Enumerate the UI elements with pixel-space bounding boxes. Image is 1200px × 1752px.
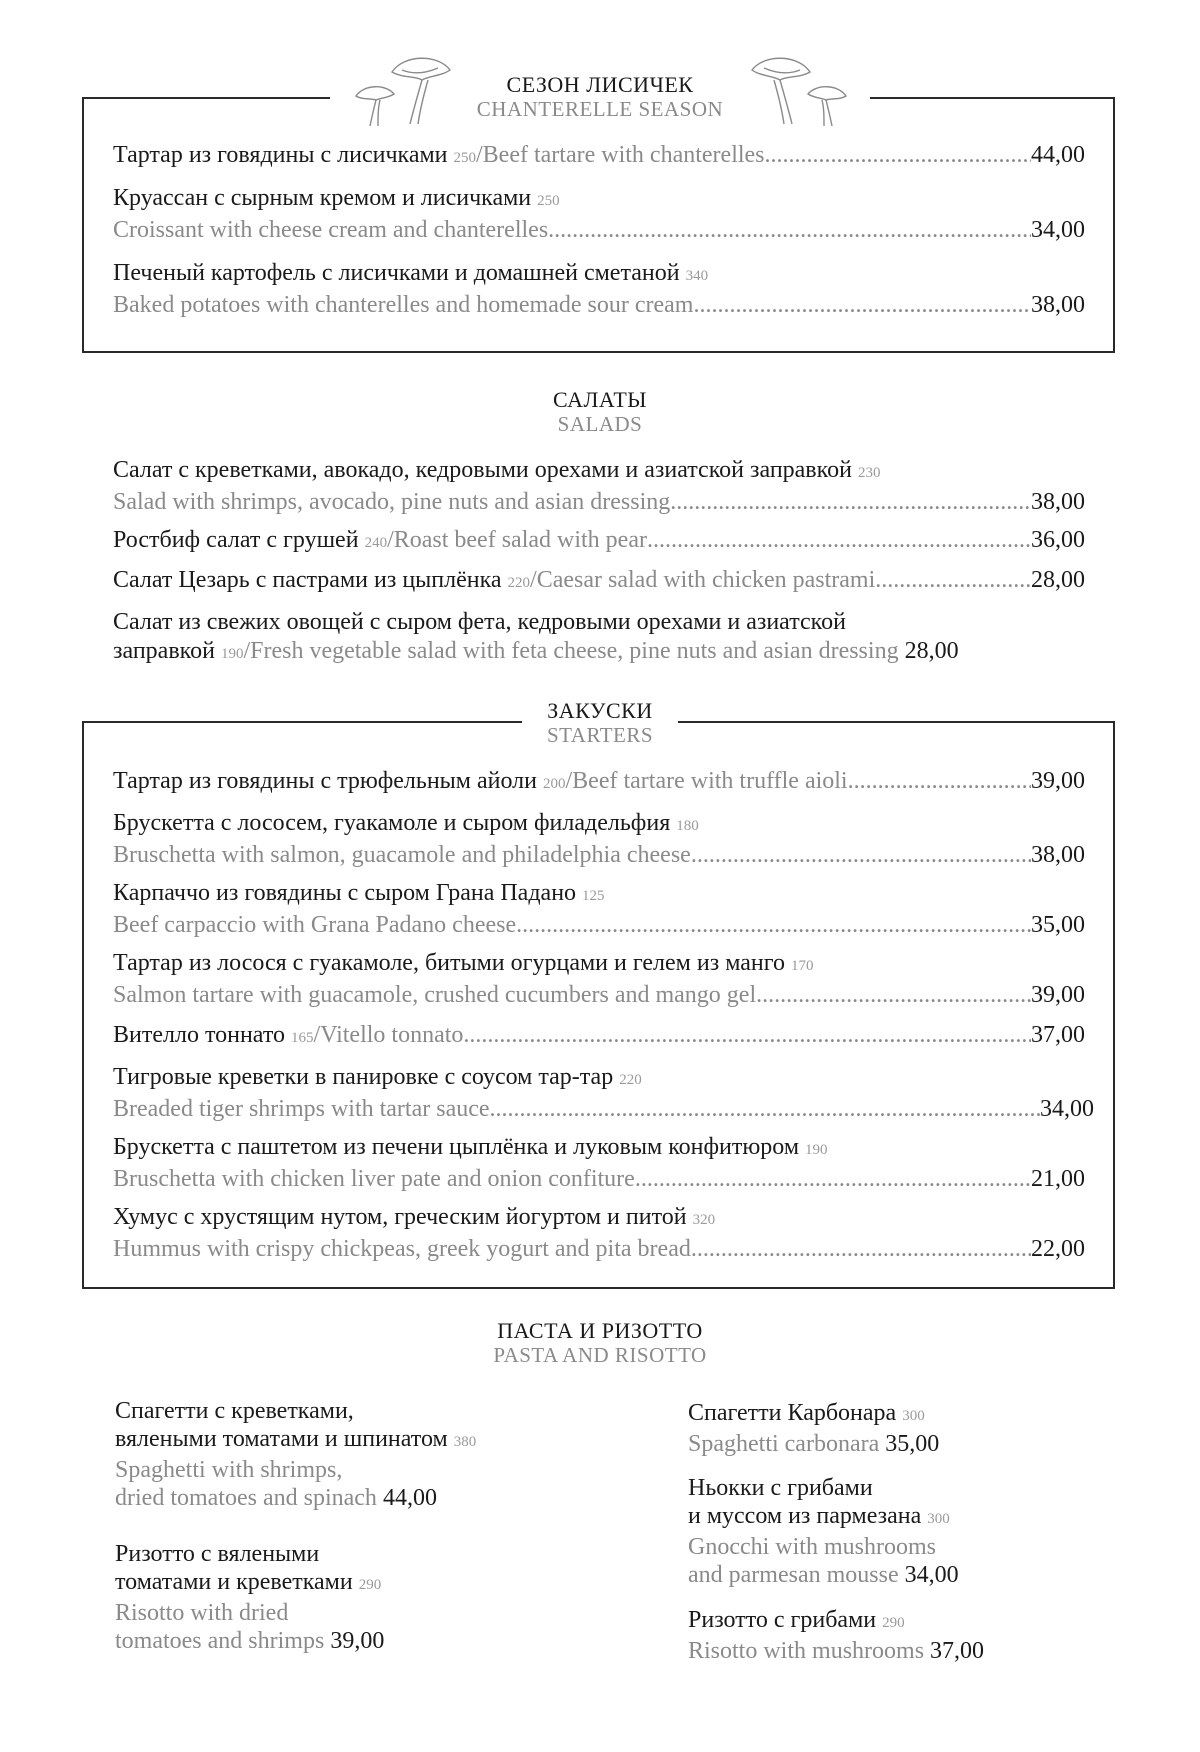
item-weight: 290 [358,1577,382,1593]
item-weight: 125 [582,888,605,904]
item-name-ru: Круассан с сырным кремом и лисичками [113,185,532,211]
item-name-en: Bruschetta with chicken liver pate and onion confiture [113,1166,635,1192]
item-separator: / [530,567,537,593]
section-title-en: SALADS [557,412,643,437]
menu-item [113,526,1085,558]
item-weight: 250 [537,193,560,209]
item-price: 39,00 [1031,982,1085,1008]
menu-item [113,767,1085,799]
item-name-ru: Салат Цезарь с пастрами из цыплёнка [113,567,502,593]
dot-leader [548,216,1031,245]
item-weight: 300 [902,1408,925,1424]
item-name-ru: Вителло тоннато [113,1022,286,1048]
menu-item [688,1474,959,1589]
item-name-en-cont: dried tomatoes and spinach [115,1485,377,1511]
item-weight: 180 [676,818,699,834]
menu-item [113,608,1085,669]
dot-leader [635,1165,1031,1194]
item-name-en: Salmon tartare with guacamole, crushed cucumbers and mango gel [113,982,757,1008]
item-weight: 380 [453,1434,477,1450]
item-name-en: Beef carpaccio with Grana Padano cheese [113,912,517,938]
item-separator: / [313,1022,321,1048]
menu-item [115,1397,476,1512]
menu-item [113,184,1085,245]
item-name-en-cont: and parmesan mousse [688,1562,899,1588]
item-name-ru: Салат с креветками, авокадо, кедровыми орехами и азиатской заправкой [113,457,852,483]
item-name-en: Vitello tonnato [320,1022,464,1048]
menu-item [113,949,1085,1010]
item-name-ru: Салат из свежих овощей с сыром фета, кедровыми орехами и азиатской [113,609,846,635]
item-price: 34,00 [1031,217,1085,243]
item-price: 34,00 [904,1562,959,1588]
menu-item [115,1540,384,1655]
item-separator: / [565,768,573,794]
item-name-ru: Брускетта с лососем, гуакамоле и сыром филадельфия [113,810,671,836]
salads-section-title [0,387,1200,436]
item-name-ru: Карпаччо из говядины с сыром Грана Падано [113,880,577,906]
item-name-ru: Ньокки с грибами [688,1475,873,1501]
item-weight: 240 [364,535,388,551]
item-price: 37,00 [1031,1022,1085,1048]
item-name-ru: Спагетти с креветками, [115,1398,354,1424]
dot-leader [756,981,1031,1010]
item-weight: 190 [805,1142,828,1158]
item-price: 39,00 [330,1628,385,1654]
item-name-en: Risotto with dried [115,1600,289,1626]
item-name-en: Roast beef salad with pear [393,527,647,553]
item-name-en: Spaghetti with shrimps, [115,1457,343,1483]
starters-section-title [0,698,1200,747]
item-name-en: Risotto with mushrooms [688,1638,925,1664]
item-name-ru-cont: томатами и креветками [115,1569,353,1595]
item-name-ru-cont: и муссом из пармезана [688,1503,922,1529]
menu-item [113,1021,1085,1053]
menu-item [113,1203,1085,1264]
item-price: 39,00 [1031,768,1085,794]
section-title-en: CHANTERELLE SEASON [476,97,724,122]
section-title-ru: СЕЗОН ЛИСИЧЕК [506,72,694,97]
item-name-ru: Ризотто с вялеными [115,1541,320,1567]
item-weight: 220 [507,575,531,591]
dot-leader [765,141,1031,170]
pasta-section-title [0,1318,1200,1367]
dot-leader [490,1095,1040,1124]
item-weight: 220 [619,1072,642,1088]
item-name-en: Bruschetta with salmon, guacamole and philadelphia cheese [113,842,691,868]
menu-item [113,141,1085,173]
dot-leader [875,566,1031,595]
item-name-ru: Хумус с хрустящим нутом, греческим йогуртом и питой [113,1204,687,1230]
item-name-ru: Брускетта с паштетом из печени цыплёнка и луковым конфитюром [113,1134,800,1160]
item-price: 35,00 [885,1431,940,1457]
item-name-en: Baked potatoes with chanterelles and homemade sour cream [113,292,694,318]
item-separator: / [387,527,394,553]
menu-item [688,1399,939,1458]
dot-leader [670,488,1031,517]
item-price: 38,00 [1031,489,1085,515]
item-name-ru: Ростбиф салат с грушей [113,527,359,553]
item-name-en: Croissant with cheese cream and chanterelles [113,217,549,243]
item-price: 22,00 [1031,1236,1085,1262]
menu-item [113,1133,1085,1194]
item-name-en: Salad with shrimps, avocado, pine nuts and asian dressing [113,489,671,515]
menu-item [113,809,1085,870]
item-name-ru: Печеный картофель с лисичками и домашней сметаной [113,260,680,286]
item-name-ru: Тартар из лосося с гуакамоле, битыми огурцами и гелем из манго [113,950,785,976]
item-price: 28,00 [1031,567,1085,593]
item-name-ru: Ризотто с грибами [688,1607,877,1633]
item-name-en: Beef tartare with truffle aioli [572,768,848,794]
item-price: 34,00 [1040,1096,1094,1122]
menu-item [113,879,1085,940]
item-name-ru: Тигровые креветки в панировке с соусом тар-тар [113,1064,614,1090]
item-name-en: Breaded tiger shrimps with tartar sauce [113,1096,490,1122]
item-name-en: Beef tartare with chanterelles [482,142,765,168]
item-name-ru: Тартар из говядины с трюфельным айоли [113,768,537,794]
item-separator: / [476,142,483,168]
dot-leader [516,911,1031,940]
item-price: 36,00 [1031,527,1085,553]
item-weight: 200 [542,776,566,792]
item-name-en: Fresh vegetable salad with feta cheese, pine nuts and asian dressing [250,638,899,664]
item-price: 35,00 [1031,912,1085,938]
item-weight: 230 [857,465,881,481]
section-title-ru: ПАСТА И РИЗОТТО [497,1318,703,1343]
item-price: 38,00 [1031,842,1085,868]
item-name-ru: Тартар из говядины с лисичками [113,142,448,168]
dot-leader [691,1235,1031,1264]
dot-leader [848,767,1031,796]
item-price: 37,00 [930,1638,985,1664]
item-name-en: Caesar salad with chicken pastrami [536,567,876,593]
section-title-en: PASTA AND RISOTTO [493,1343,707,1368]
dot-leader [693,291,1031,320]
section-title-en: STARTERS [546,723,654,748]
item-name-en: Gnocchi with mushrooms [688,1534,936,1560]
item-weight: 290 [882,1615,905,1631]
item-weight: 190 [220,646,244,662]
item-separator: / [243,638,251,664]
item-price: 21,00 [1031,1166,1085,1192]
item-name-ru-cont: заправкой [113,638,215,664]
section-title-ru: ЗАКУСКИ [547,698,653,723]
section-title-ru: САЛАТЫ [553,387,647,412]
dot-leader [647,526,1031,555]
item-weight: 170 [790,958,814,974]
item-price: 28,00 [904,638,959,664]
menu-item [113,1063,1094,1124]
item-name-ru: Спагетти Карбонара [688,1400,897,1426]
dot-leader [691,841,1031,870]
item-price: 44,00 [382,1485,437,1511]
menu-item [113,456,1085,517]
item-name-en: Spaghetti carbonara [688,1431,880,1457]
menu-item [113,259,1085,320]
item-weight: 320 [692,1212,716,1228]
menu-item [688,1606,984,1665]
item-price: 44,00 [1031,142,1085,168]
item-weight: 165 [291,1030,314,1046]
item-name-en: Hummus with crispy chickpeas, greek yogurt and pita bread [113,1236,691,1262]
item-name-ru-cont: вялеными томатами и шпинатом [115,1426,448,1452]
item-weight: 340 [685,268,709,284]
item-weight: 250 [453,150,476,166]
item-price: 38,00 [1031,292,1085,318]
menu-item [113,566,1085,598]
chanterelle-section-title [0,72,1200,121]
dot-leader [463,1021,1031,1050]
item-name-en-cont: tomatoes and shrimps [115,1628,325,1654]
item-weight: 300 [927,1511,950,1527]
